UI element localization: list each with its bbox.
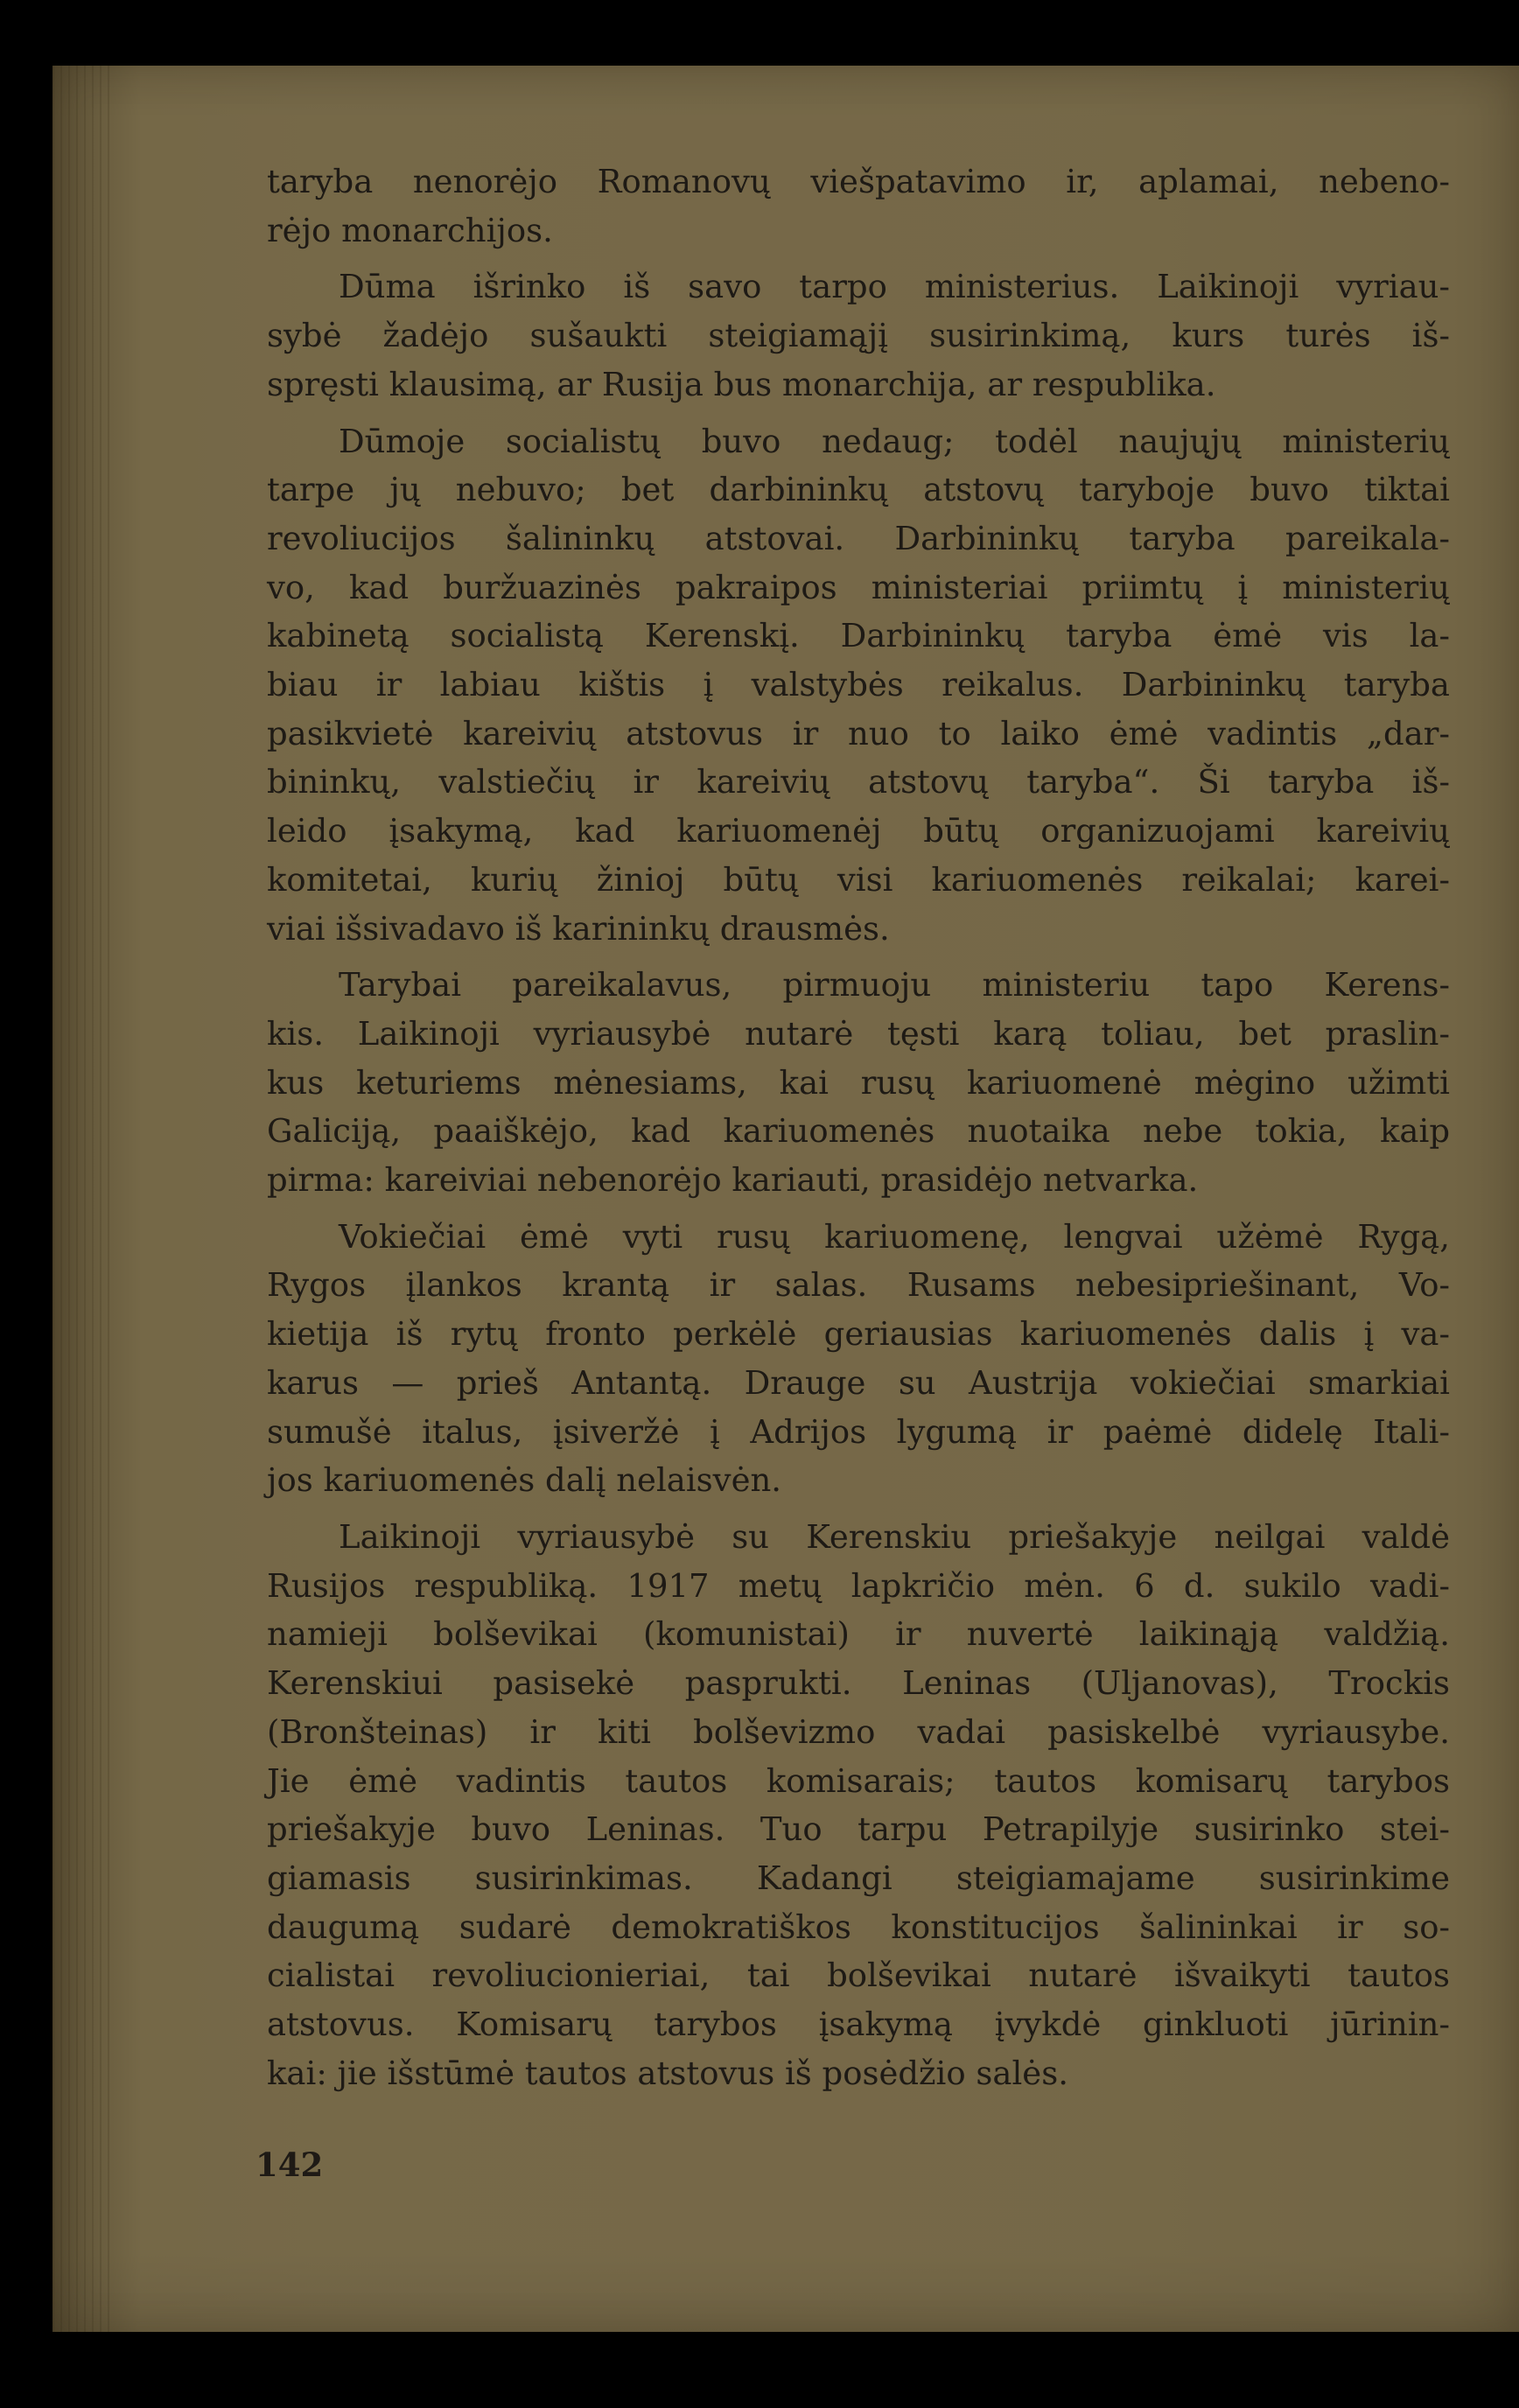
- paragraph: [267, 262, 1450, 409]
- text-line: Jie ėmė vadintis tautos komisarais; tautos komisarų tarybos: [267, 1761, 1450, 1800]
- text-line: Laikinoji vyriausybė su Kerenskiu priešakyje neilgai valdė: [339, 1517, 1450, 1556]
- body-text: [267, 158, 1450, 2105]
- text-line: biau ir labiau kištis į valstybės reikalus. Darbininkų taryba: [267, 666, 1450, 704]
- text-line: tarpe jų nebuvo; bet darbininkų atstovų taryboje buvo tiktai: [267, 471, 1450, 509]
- paragraph: [267, 417, 1450, 954]
- text-line: jos kariuomenės dalį nelaisvėn.: [267, 1461, 782, 1500]
- text-line: komitetai, kurių žinioj būtų visi kariuomenės reikalai; karei-: [267, 860, 1450, 899]
- text-line: kai: jie išstūmė tautos atstovus iš posėdžio salės.: [267, 2054, 1068, 2092]
- text-line: rėjo monarchijos.: [267, 211, 553, 249]
- paragraph: [267, 1513, 1450, 2097]
- text-line: leido įsakymą, kad kariuomenėj būtų organizuojami kareivių: [267, 812, 1450, 850]
- text-line: kabinetą socialistą Kerenskį. Darbininkų taryba ėmė vis la-: [267, 617, 1450, 655]
- text-line: cialistai revoliucionieriai, tai bolševikai nutarė išvaikyti tautos: [267, 1956, 1450, 1995]
- text-line: pasikvietė kareivių atstovus ir nuo to laiko ėmė vadintis „dar-: [267, 714, 1450, 752]
- text-line: kietija iš rytų fronto perkėlė geriausias kariuomenės dalis į va-: [267, 1315, 1450, 1354]
- text-line: sybė žadėjo sušaukti steigiamąjį susirinkimą, kurs turės iš-: [267, 317, 1450, 355]
- text-line: Kerenskiui pasisekė pasprukti. Leninas (Uljanovas), Trockis: [267, 1664, 1450, 1703]
- text-line: vo, kad buržuazinės pakraipos ministeriai priimtų į ministerių: [267, 568, 1450, 606]
- paragraph: [267, 158, 1450, 255]
- paragraph: [267, 1213, 1450, 1505]
- text-line: Tarybai pareikalavus, pirmuoju ministeriu tapo Kerens-: [339, 966, 1450, 1004]
- text-line: Rygos įlankos krantą ir salas. Rusams nebesipriešinant, Vo-: [267, 1266, 1450, 1305]
- text-line: Vokiečiai ėmė vyti rusų kariuomenę, lengvai užėmė Rygą,: [339, 1217, 1450, 1256]
- text-line: pirma: kareiviai nebenorėjo kariauti, prasidėjo netvarka.: [267, 1161, 1199, 1200]
- page-number: 142: [256, 2146, 324, 2184]
- text-line: karus — prieš Antantą. Drauge su Austrija vokiečiai smarkiai: [267, 1363, 1450, 1402]
- text-line: viai išsivadavo iš karininkų drausmės.: [267, 909, 890, 948]
- text-line: kis. Laikinoji vyriausybė nutarė tęsti karą toliau, bet praslin-: [267, 1014, 1450, 1053]
- text-line: daugumą sudarė demokratiškos konstitucijos šalininkai ir so-: [267, 1908, 1450, 1946]
- text-line: Rusijos respubliką. 1917 metų lapkričio mėn. 6 d. sukilo vadi-: [267, 1566, 1450, 1605]
- text-line: spręsti klausimą, ar Rusija bus monarchija, ar respublika.: [267, 365, 1216, 403]
- text-line: Galiciją, paaiškėjo, kad kariuomenės nuotaika nebe tokia, kaip: [267, 1112, 1450, 1151]
- text-line: kus keturiems mėnesiams, kai rusų kariuomenė mėgino užimti: [267, 1063, 1450, 1102]
- text-line: (Bronšteinas) ir kiti bolševizmo vadai pasiskelbė vyriausybe.: [267, 1712, 1450, 1751]
- text-line: Dūma išrinko iš savo tarpo ministerius. Laikinoji vyriau-: [339, 268, 1450, 306]
- text-line: Dūmoje socialistų buvo nedaug; todėl naujųjų ministerių: [339, 422, 1450, 460]
- paragraph: [267, 961, 1450, 1205]
- text-line: bininkų, valstiečių ir kareivių atstovų taryba“. Ši taryba iš-: [267, 763, 1450, 802]
- text-line: priešakyje buvo Leninas. Tuo tarpu Petrapilyje susirinko stei-: [267, 1810, 1450, 1849]
- page-edge-shadow: [52, 66, 114, 2332]
- text-line: revoliucijos šalininkų atstovai. Darbininkų taryba pareikala-: [267, 519, 1450, 557]
- text-line: atstovus. Komisarų tarybos įsakymą įvykdė ginkluoti jūrinin-: [267, 2006, 1450, 2044]
- text-line: taryba nenorėjo Romanovų viešpatavimo ir, aplamai, nebeno-: [267, 163, 1450, 200]
- text-line: giamasis susirinkimas. Kadangi steigiamajame susirinkime: [267, 1858, 1450, 1897]
- text-line: sumušė italus, įsiveržė į Adrijos lygumą ir paėmė didelę Itali-: [267, 1412, 1450, 1451]
- text-line: namieji bolševikai (komunistai) ir nuvertė laikinąją valdžią.: [267, 1615, 1450, 1654]
